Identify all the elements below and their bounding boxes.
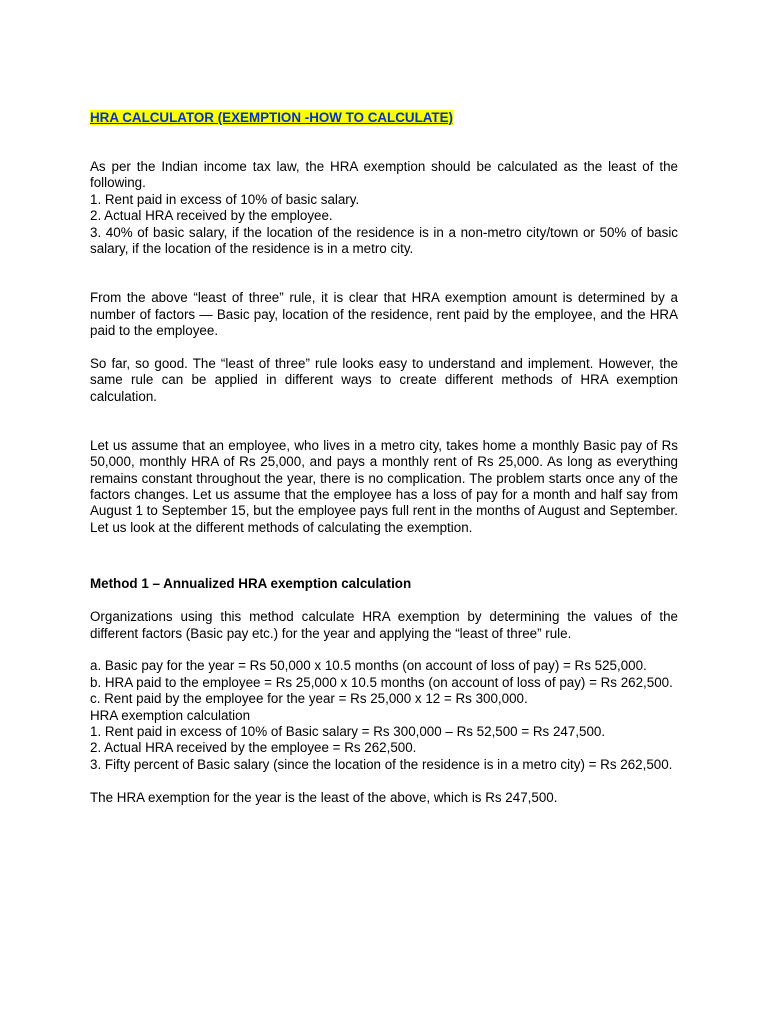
method-1-calc-label: HRA exemption calculation bbox=[90, 707, 251, 723]
document-body bbox=[90, 110, 678, 806]
title-row bbox=[90, 110, 678, 126]
method-1-calc-item-2: 2. Actual HRA received by the employee = Rs 262,500. bbox=[90, 740, 417, 756]
spacer bbox=[90, 593, 678, 609]
intro-item-3: 3. 40% of basic salary, if the location of the residence is in a non-metro city/town or 50% of basic salary, if the location of the residence is in a metro city. bbox=[90, 224, 678, 257]
document-title: HRA CALCULATOR (EXEMPTION -HOW TO CALCULATE) bbox=[90, 110, 454, 125]
method-1-factor-c: c. Rent paid by the employee for the year = Rs 25,000 x 12 = Rs 300,000. bbox=[90, 691, 528, 707]
method-1-calc-item-1: 1. Rent paid in excess of 10% of Basic salary = Rs 300,000 – Rs 52,500 = Rs 247,500. bbox=[90, 723, 606, 739]
spacer bbox=[90, 642, 678, 658]
spacer bbox=[90, 773, 678, 789]
intro-item-1: 1. Rent paid in excess of 10% of basic salary. bbox=[90, 191, 360, 207]
method-1-description: Organizations using this method calculate HRA exemption by determining the values of the different factors (Basic pay etc.) for the year and applying the “least of three” rule. bbox=[90, 609, 678, 641]
spacer bbox=[90, 405, 678, 438]
method-1-heading: Method 1 – Annualized HRA exemption calculation bbox=[90, 576, 412, 592]
intro-text: As per the Indian income tax law, the HRA exemption should be calculated as the least of the following. bbox=[90, 159, 678, 191]
method-1-calc-item-3: 3. Fifty percent of Basic salary (since the location of the residence is in a metro city) = Rs 262,500. bbox=[90, 756, 673, 772]
intro-item-2: 2. Actual HRA received by the employee. bbox=[90, 208, 333, 224]
spacer bbox=[90, 257, 678, 290]
method-1-conclusion: The HRA exemption for the year is the least of the above, which is Rs 247,500. bbox=[90, 789, 558, 805]
method-1-factor-a: a. Basic pay for the year = Rs 50,000 x 10.5 months (on account of loss of pay) = Rs 525,000. bbox=[90, 658, 647, 674]
spacer bbox=[90, 339, 678, 355]
spacer bbox=[90, 536, 678, 576]
method-1-factor-b: b. HRA paid to the employee = Rs 25,000 x 10.5 months (on account of loss of pay) = Rs 262,500. bbox=[90, 674, 673, 690]
paragraph-factors: From the above “least of three” rule, it is clear that HRA exemption amount is determined by a number of factors — Basic pay, location of the residence, rent paid by the employee, and the HRA paid to the employee. bbox=[90, 290, 678, 339]
paragraph-so-far: So far, so good. The “least of three” rule looks easy to understand and implement. However, the same rule can be applied in different ways to create different methods of HRA exemption calculation. bbox=[90, 355, 678, 404]
paragraph-assumption: Let us assume that an employee, who lives in a metro city, takes home a monthly Basic pay of Rs 50,000, monthly HRA of Rs 25,000, and pays a monthly rent of Rs 25,000. As long as everything remains constant throughout the year, there is no complication. The problem starts once any of the factors changes. Let us assume that the employee has a loss of pay for a month and half say from August 1 to September 15, but the employee pays full rent in the months of August and September. Let us look at the different methods of calculating the exemption. bbox=[90, 437, 678, 535]
